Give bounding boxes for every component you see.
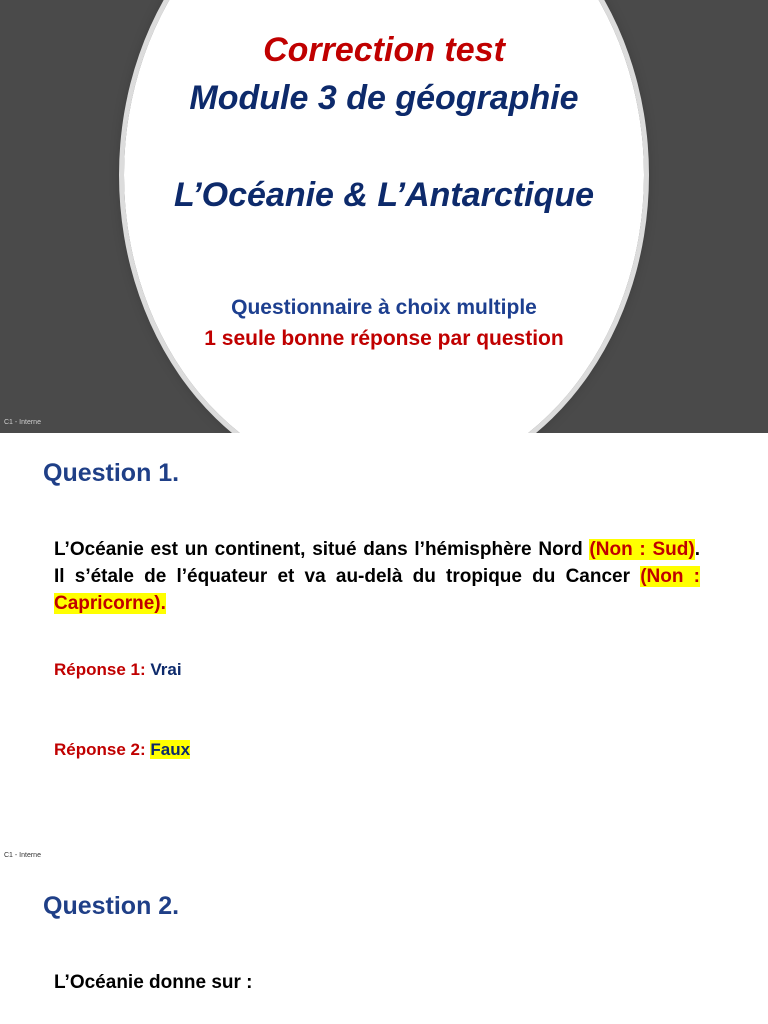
correction-sud: (Non : Sud) xyxy=(589,539,695,560)
slide-title-correction: Correction test xyxy=(263,31,505,69)
slide-title-module: Module 3 de géographie xyxy=(189,79,579,117)
answer-1-label: Réponse 1: xyxy=(54,660,151,679)
correction-capricorne: (Non : Capricorne). xyxy=(54,566,700,614)
slide-title-topic: L’Océanie & L’Antarctique xyxy=(173,176,595,214)
answer-1-value: Vrai xyxy=(150,660,182,679)
answer-2-value: Faux xyxy=(150,740,191,759)
title-slide xyxy=(0,0,768,433)
footer-tag: C1 - Interne xyxy=(4,419,41,426)
question-2-heading: Question 2. xyxy=(43,892,180,920)
answer-2 xyxy=(54,740,190,760)
question-1-heading: Question 1. xyxy=(43,459,180,487)
slide-subtitle-qcm: Questionnaire à choix multiple xyxy=(231,296,537,319)
slide-subtitle-rule: 1 seule bonne réponse par question xyxy=(204,327,564,350)
question-1-text-part2: . Il s’étale de l’équateur et va au-delà du tropique du Cancer xyxy=(54,539,700,587)
question-1-text-part1: L’Océanie est un continent, situé dans l’hémisphère Nord xyxy=(54,539,590,560)
question-1-text xyxy=(54,536,700,617)
answer-2-label: Réponse 2: xyxy=(54,740,151,759)
answer-1 xyxy=(54,660,182,680)
footer-tag-2: C1 - Interne xyxy=(4,852,41,859)
question-2-text: L’Océanie donne sur : xyxy=(54,972,253,993)
